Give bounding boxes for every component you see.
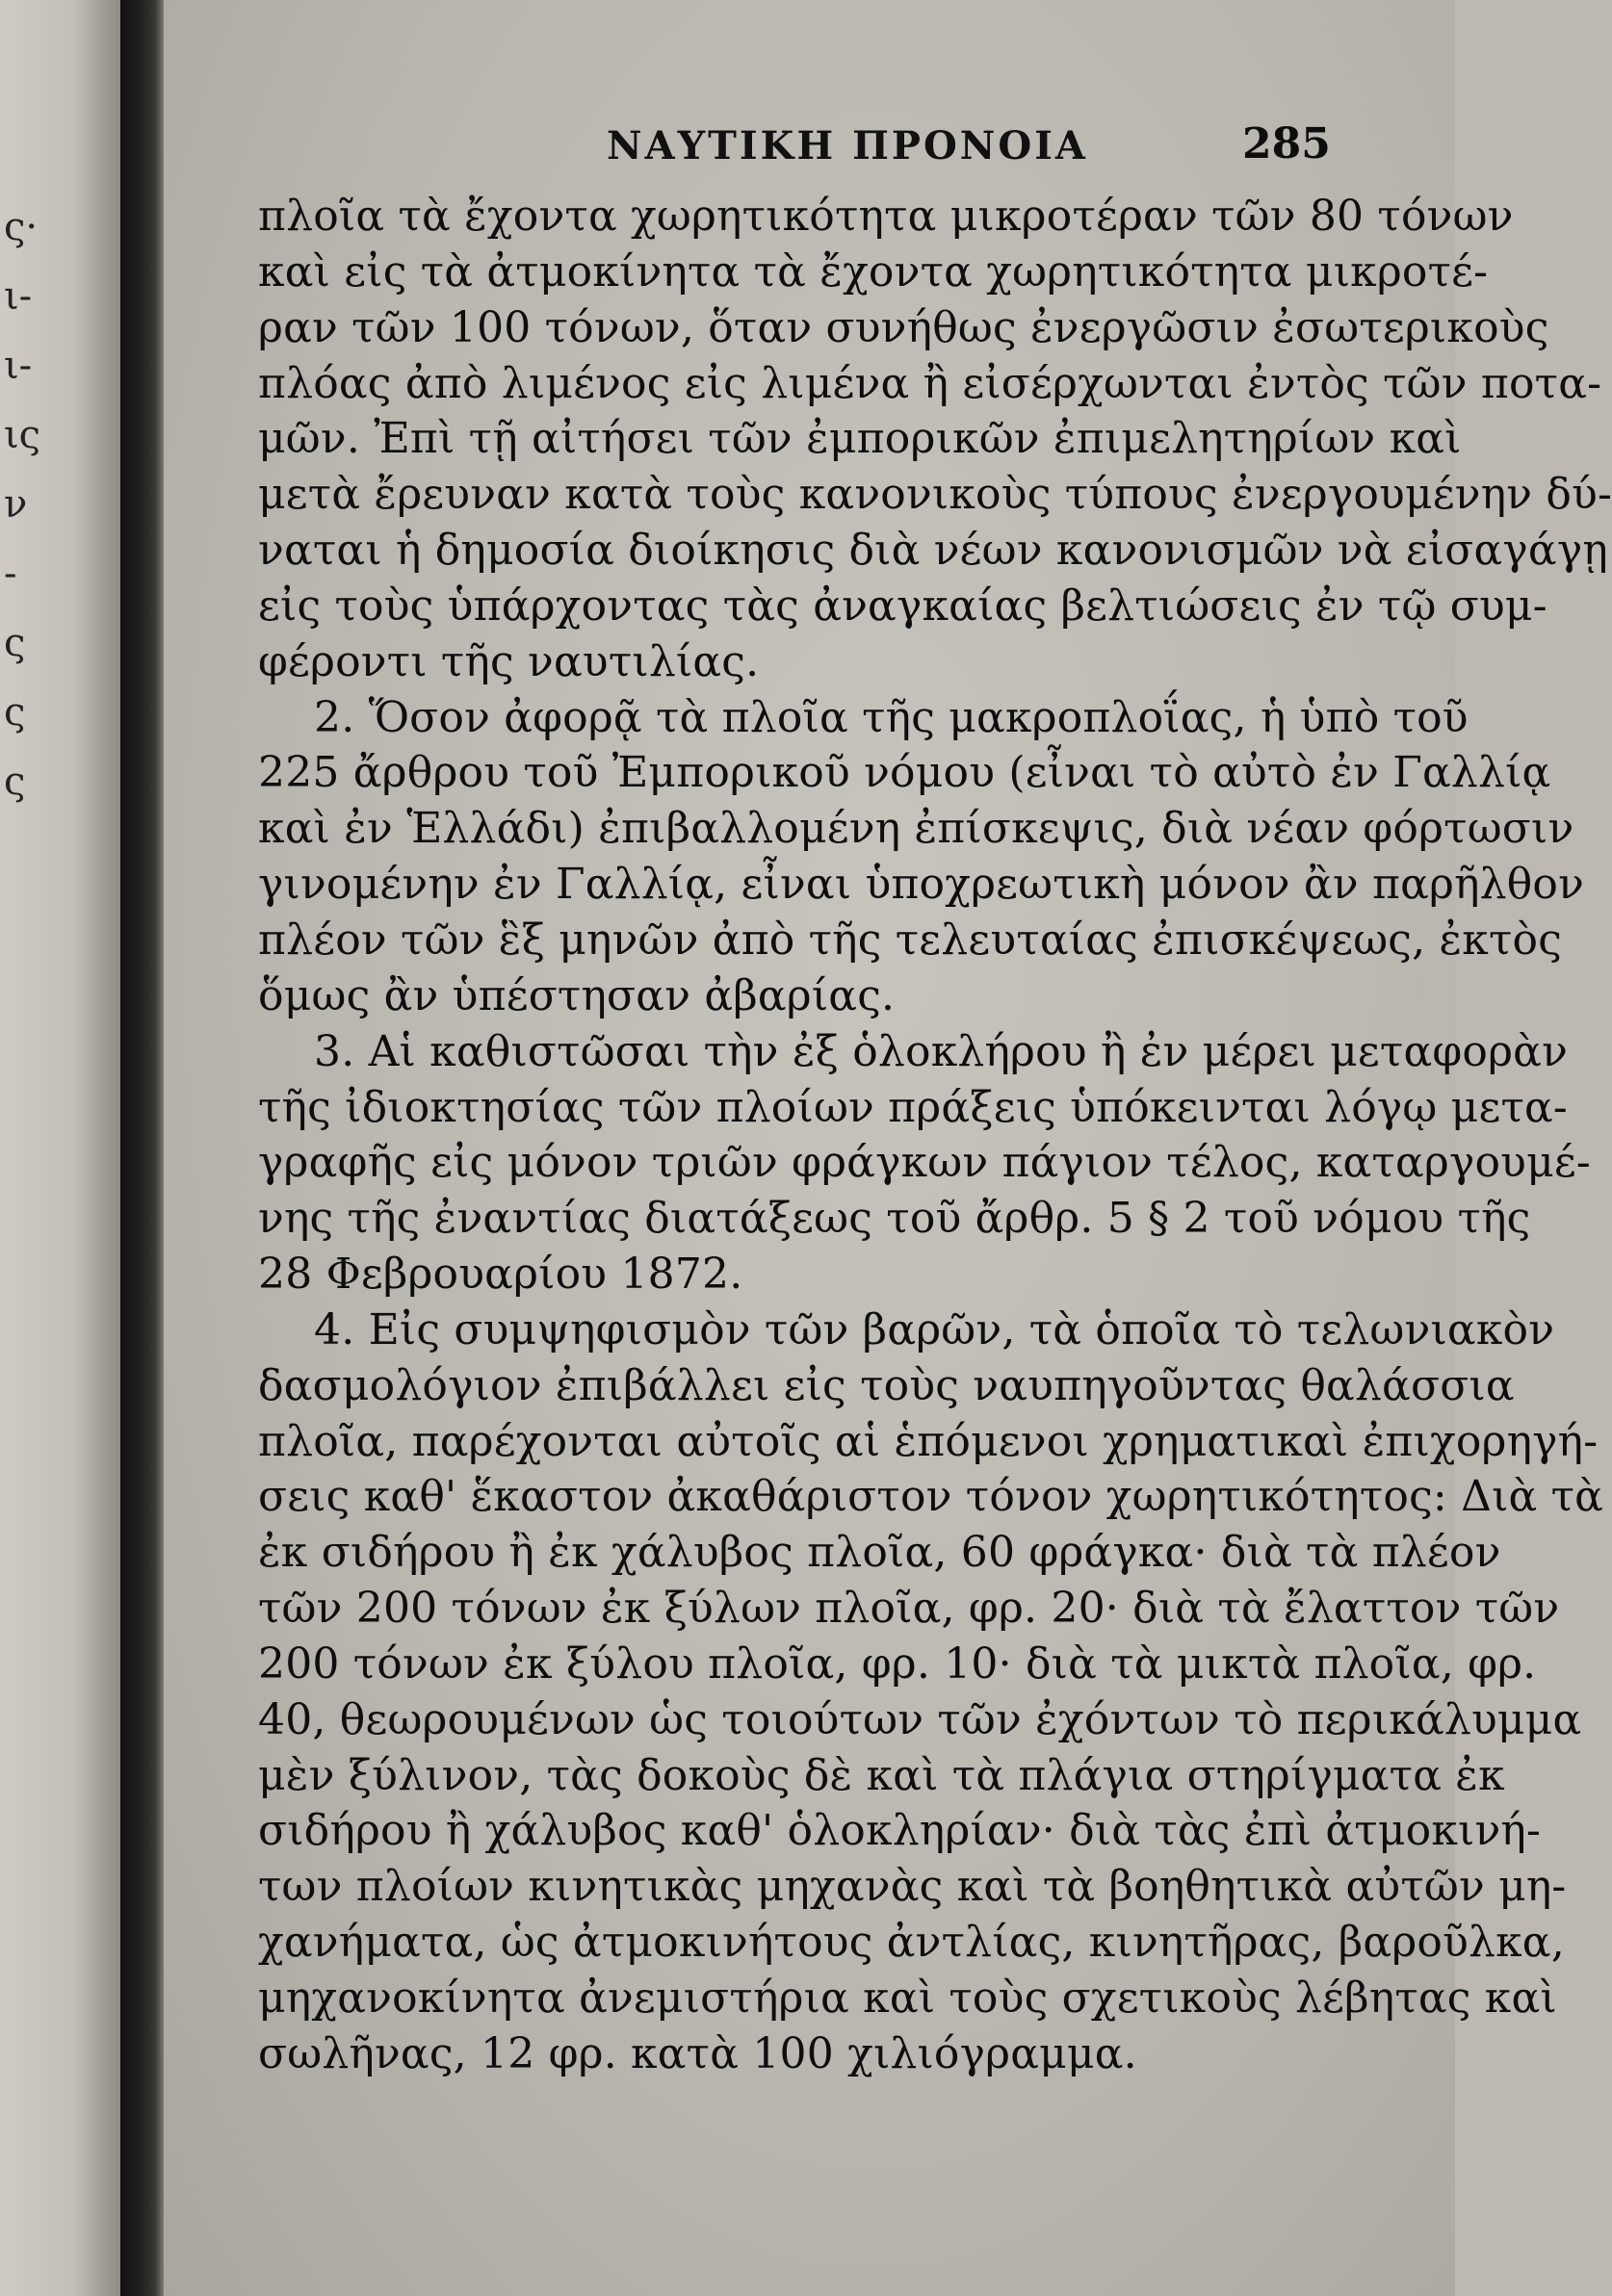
fragment: ι- bbox=[4, 344, 33, 388]
text-line: 4. Εἰς συμψηφισμὸν τῶν βαρῶν, τὰ ὁποῖα τὸ τελωνιακὸν bbox=[314, 1304, 1555, 1354]
fragment: ς· bbox=[4, 205, 39, 249]
text-line: 28 Φεβρουαρίου 1872. bbox=[258, 1250, 743, 1300]
fragment: ις bbox=[4, 413, 41, 457]
text-line: νης τῆς ἐναντίας διατάξεως τοῦ ἄρθρ. 5 § 2 τοῦ νόμου τῆς bbox=[258, 1194, 1531, 1244]
text-line: μετὰ ἔρευναν κατὰ τοὺς κανονικοὺς τύπους ἐνεργουμένην δύ- bbox=[258, 470, 1612, 520]
text-line: πλοῖα τὰ ἔχοντα χωρητικότητα μικροτέραν τῶν 80 τόνων bbox=[258, 192, 1514, 241]
fragment: ς bbox=[4, 760, 26, 804]
text-line: 225 ἄρθρου τοῦ Ἐμπορικοῦ νόμου (εἶναι τὸ αὐτὸ ἐν Γαλλίᾳ bbox=[258, 748, 1551, 798]
text-line: εἰς τοὺς ὑπάρχοντας τὰς ἀναγκαίας βελτιώσεις ἐν τῷ συμ- bbox=[258, 580, 1547, 631]
text-line: δασμολόγιον ἐπιβάλλει εἰς τοὺς ναυπηγοῦντας θαλάσσια bbox=[258, 1360, 1515, 1410]
text-line: σωλῆνας, 12 φρ. κατὰ 100 χιλιόγραμμα. bbox=[258, 2028, 1137, 2078]
previous-page-fragments bbox=[4, 193, 41, 816]
text-line: 3. Αἱ καθιστῶσαι τὴν ἐξ ὁλοκλήρου ἢ ἐν μέρει μεταφορὰν bbox=[314, 1026, 1569, 1076]
text-line: χανήματα, ὡς ἀτμοκινήτους ἀντλίας, κινητῆρας, βαροῦλκα, bbox=[258, 1918, 1565, 1968]
text-line: πλόας ἀπὸ λιμένος εἰς λιμένα ἢ εἰσέρχωνται ἐντὸς τῶν ποτα- bbox=[258, 358, 1602, 408]
fragment: ς bbox=[4, 690, 26, 735]
text-line: μηχανοκίνητα ἀνεμιστήρια καὶ τοὺς σχετικοὺς λέβητας καὶ bbox=[258, 1974, 1557, 2023]
text-line: σιδήρου ἢ χάλυβος καθ' ὁλοκληρίαν· διὰ τὰς ἐπὶ ἀτμοκινή- bbox=[258, 1806, 1542, 1856]
previous-page-margin bbox=[0, 0, 120, 2296]
text-line: ὅμως ἂν ὑπέστησαν ἀβαρίας. bbox=[258, 970, 896, 1020]
fragment: - bbox=[4, 552, 17, 596]
text-line: μῶν. Ἐπὶ τῇ αἰτήσει τῶν ἐμπορικῶν ἐπιμελητηρίων καὶ bbox=[258, 414, 1462, 464]
text-line: γινομένην ἐν Γαλλίᾳ, εἶναι ὑποχρεωτικὴ μόνον ἂν παρῆλθον bbox=[258, 860, 1585, 910]
text-line: ραν τῶν 100 τόνων, ὅταν συνήθως ἐνεργῶσιν ἐσωτερικοὺς bbox=[258, 302, 1549, 352]
text-line: 40, θεωρουμένων ὡς τοιούτων τῶν ἐχόντων τὸ περικάλυμμα bbox=[258, 1694, 1582, 1744]
text-line: γραφῆς εἰς μόνον τριῶν φράγκων πάγιον τέλος, καταργουμέ- bbox=[258, 1138, 1591, 1188]
text-line: 2. Ὅσον ἀφορᾷ τὰ πλοῖα τῆς μακροπλοΐας, ἡ ὑπὸ τοῦ bbox=[314, 692, 1469, 742]
text-line: τῆς ἰδιοκτησίας τῶν πλοίων πράξεις ὑπόκεινται λόγῳ μετα- bbox=[258, 1082, 1568, 1132]
running-head: ΝΑΥΤΙΚΗ ΠΡΟΝΟΙΑ bbox=[607, 123, 1088, 168]
text-line: τῶν 200 τόνων ἐκ ξύλων πλοῖα, φρ. 20· διὰ τὰ ἔλαττον τῶν bbox=[258, 1584, 1560, 1634]
text-line: ἐκ σιδήρου ἢ ἐκ χάλυβος πλοῖα, 60 φράγκα· διὰ τὰ πλέον bbox=[258, 1528, 1501, 1578]
text-line: 200 τόνων ἐκ ξύλου πλοῖα, φρ. 10· διὰ τὰ μικτὰ πλοῖα, φρ. bbox=[258, 1638, 1537, 1689]
text-line: καὶ ἐν Ἑλλάδι) ἐπιβαλλομένη ἐπίσκεψις, διὰ νέαν φόρτωσιν bbox=[258, 804, 1574, 854]
text-line: πλοῖα, παρέχονται αὐτοῖς αἱ ἑπόμενοι χρηματικαὶ ἐπιχορηγή- bbox=[258, 1416, 1599, 1466]
body-text bbox=[258, 189, 1612, 2082]
text-line: των πλοίων κινητικὰς μηχανὰς καὶ τὰ βοηθητικὰ αὐτῶν μη- bbox=[258, 1862, 1567, 1912]
fragment: ς bbox=[4, 621, 26, 665]
fragment: ι- bbox=[4, 274, 33, 319]
fragment: ν bbox=[4, 482, 28, 527]
text-line: μὲν ξύλινον, τὰς δοκοὺς δὲ καὶ τὰ πλάγια στηρίγματα ἐκ bbox=[258, 1750, 1505, 1800]
text-line: ναται ἡ δημοσία διοίκησις διὰ νέων κανονισμῶν νὰ εἰσαγάγῃ bbox=[258, 526, 1608, 576]
text-line: πλέον τῶν ἓξ μηνῶν ἀπὸ τῆς τελευταίας ἐπισκέψεως, ἐκτὸς bbox=[258, 915, 1563, 965]
text-line: φέροντι τῆς ναυτιλίας. bbox=[258, 636, 760, 686]
book-gutter bbox=[120, 0, 164, 2296]
text-line: καὶ εἰς τὰ ἀτμοκίνητα τὰ ἔχοντα χωρητικότητα μικροτέ- bbox=[258, 246, 1489, 297]
text-line: σεις καθ' ἕκαστον ἀκαθάριστον τόνον χωρητικότητος: Διὰ τὰ bbox=[258, 1472, 1604, 1522]
page-number: 285 bbox=[1242, 119, 1331, 168]
